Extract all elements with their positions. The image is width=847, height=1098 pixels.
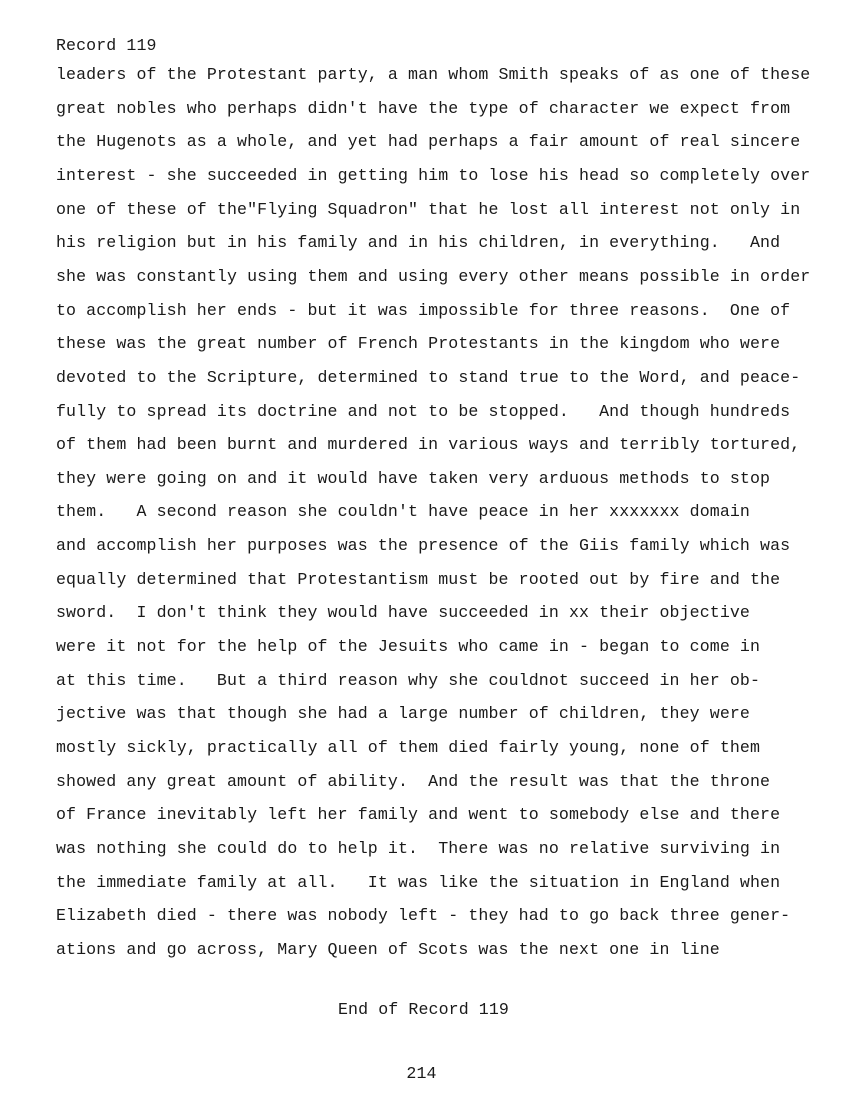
text-line: was nothing she could do to help it. There was no relative surviving in bbox=[56, 838, 781, 858]
text-line: great nobles who perhaps didn't have the type of character we expect from bbox=[56, 98, 791, 118]
text-line: Elizabeth died - there was nobody left - they had to go back three gener- bbox=[56, 906, 791, 926]
text-line: ations and go across, Mary Queen of Scots was the next one in line bbox=[56, 939, 720, 959]
text-line: mostly sickly, practically all of them died fairly young, none of them bbox=[56, 738, 761, 757]
text-line: she was constantly using them and using every other means possible in order bbox=[56, 266, 811, 286]
page-number: 214 bbox=[406, 1064, 437, 1083]
text-line: were it not for the help of the Jesuits who came in - began to come in bbox=[56, 637, 761, 657]
text-line: equally determined that Protestantism must be rooted out by fire and the bbox=[56, 569, 781, 589]
text-line: sword. I don't think they would have succeeded in xx their objective bbox=[56, 603, 750, 623]
text-line: the Hugenots as a whole, and yet had perhaps a fair amount of real sincere bbox=[56, 132, 801, 152]
text-line: devoted to the Scripture, determined to stand true to the Word, and peace- bbox=[56, 367, 801, 387]
text-line: they were going on and it would have taken very arduous methods to stop bbox=[56, 468, 771, 488]
text-line: to accomplish her ends - but it was impossible for three reasons. One of bbox=[56, 300, 791, 320]
text-line: at this time. But a third reason why she couldnot succeed in her ob- bbox=[56, 670, 761, 690]
text-line: of them had been burnt and murdered in various ways and terribly tortured, bbox=[56, 435, 801, 455]
text-line: one of these of the"Flying Squadron" that he lost all interest not only in bbox=[56, 199, 801, 219]
text-line: showed any great amount of ability. And the result was that the throne bbox=[56, 771, 771, 791]
text-line: jective was that though she had a large number of children, they were bbox=[56, 704, 750, 724]
text-line: interest - she succeeded in getting him to lose his head so completely over bbox=[56, 165, 811, 185]
text-line: of France inevitably left her family and went to somebody else and there bbox=[56, 805, 781, 825]
text-line: his religion but in his family and in his children, in everything. And bbox=[56, 233, 781, 253]
text-line: the immediate family at all. It was like the situation in England when bbox=[56, 872, 781, 892]
record-title: Record 119 bbox=[56, 36, 157, 55]
text-line: leaders of the Protestant party, a man whom Smith speaks of as one of these bbox=[56, 65, 811, 84]
end-of-record-note: End of Record 119 bbox=[338, 1000, 509, 1019]
text-line: these was the great number of French Protestants in the kingdom who were bbox=[56, 334, 781, 354]
text-line: and accomplish her purposes was the presence of the Giis family which was bbox=[56, 536, 791, 556]
text-line: fully to spread its doctrine and not to be stopped. And though hundreds bbox=[56, 401, 791, 421]
text-line: them. A second reason she couldn't have peace in her xxxxxxx domain bbox=[56, 502, 750, 522]
